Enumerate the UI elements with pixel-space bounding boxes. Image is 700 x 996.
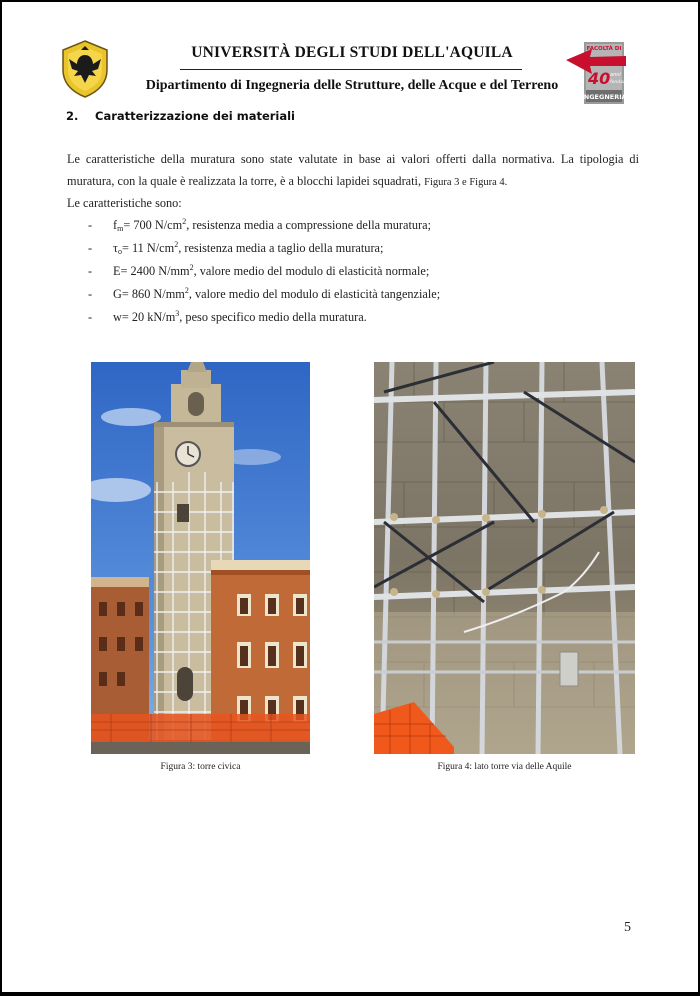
figure-reference: Figura 3 e Figura 4.: [424, 177, 508, 188]
list-item: - E= 2400 $N/mm^2$, valore medio del modulo di elasticità normale;: [88, 263, 430, 278]
document-page: [2, 2, 698, 992]
faculty-logo-number: 40: [588, 69, 611, 88]
intro-paragraph: [67, 148, 639, 194]
list-item: - G= 860 $N/mm^2$, valore medio del modulo di elasticità tangenziale;: [88, 286, 441, 301]
figure-4-caption: Figura 4: lato torre via delle Aquile: [437, 762, 572, 772]
faculty-logo-fondazione: fondaz.: [610, 80, 627, 85]
list-item: - $f_m= 700$ $N/cm^2$, resistenza media a compressione della muratura;: [88, 217, 432, 233]
section-heading: [66, 109, 295, 123]
faculty-logo: [566, 40, 628, 106]
figure-3-caption: Figura 3: torre civica: [160, 762, 241, 772]
list-item: - w= 20 $kN/m^3$, peso specifico medio della muratura.: [88, 309, 367, 324]
list-intro: Le caratteristiche sono:: [67, 196, 182, 210]
tower-side-photo: [374, 362, 635, 754]
university-name: UNIVERSITÀ DEGLI STUDI DELL'AQUILA: [191, 44, 513, 61]
faculty-logo-anni: anni: [610, 72, 621, 78]
list-item: - $\tau_o= 11$ $N/cm^2$, resistenza media a taglio della muratura;: [88, 240, 384, 256]
page-number: 5: [624, 920, 631, 935]
tower-photo: [91, 362, 310, 754]
paragraph-text: Le caratteristiche della muratura sono state valutate in base ai valori offerti dalla normativa. La tipologia di muratura, con la quale è realizzata la torre, è a blocchi lapidei squadrati,: [67, 152, 639, 188]
header-divider: [180, 69, 522, 70]
section-number: 2.: [66, 109, 79, 123]
faculty-logo-bottom-text: INGEGNERIA: [581, 93, 627, 101]
section-title: Caratterizzazione dei materiali: [95, 109, 296, 123]
department-name: Dipartimento di Ingegneria delle Strutture, delle Acque e del Terreno: [145, 78, 559, 93]
properties-list: [88, 214, 648, 329]
faculty-logo-top-text: FACOLTÀ DI: [586, 46, 622, 52]
